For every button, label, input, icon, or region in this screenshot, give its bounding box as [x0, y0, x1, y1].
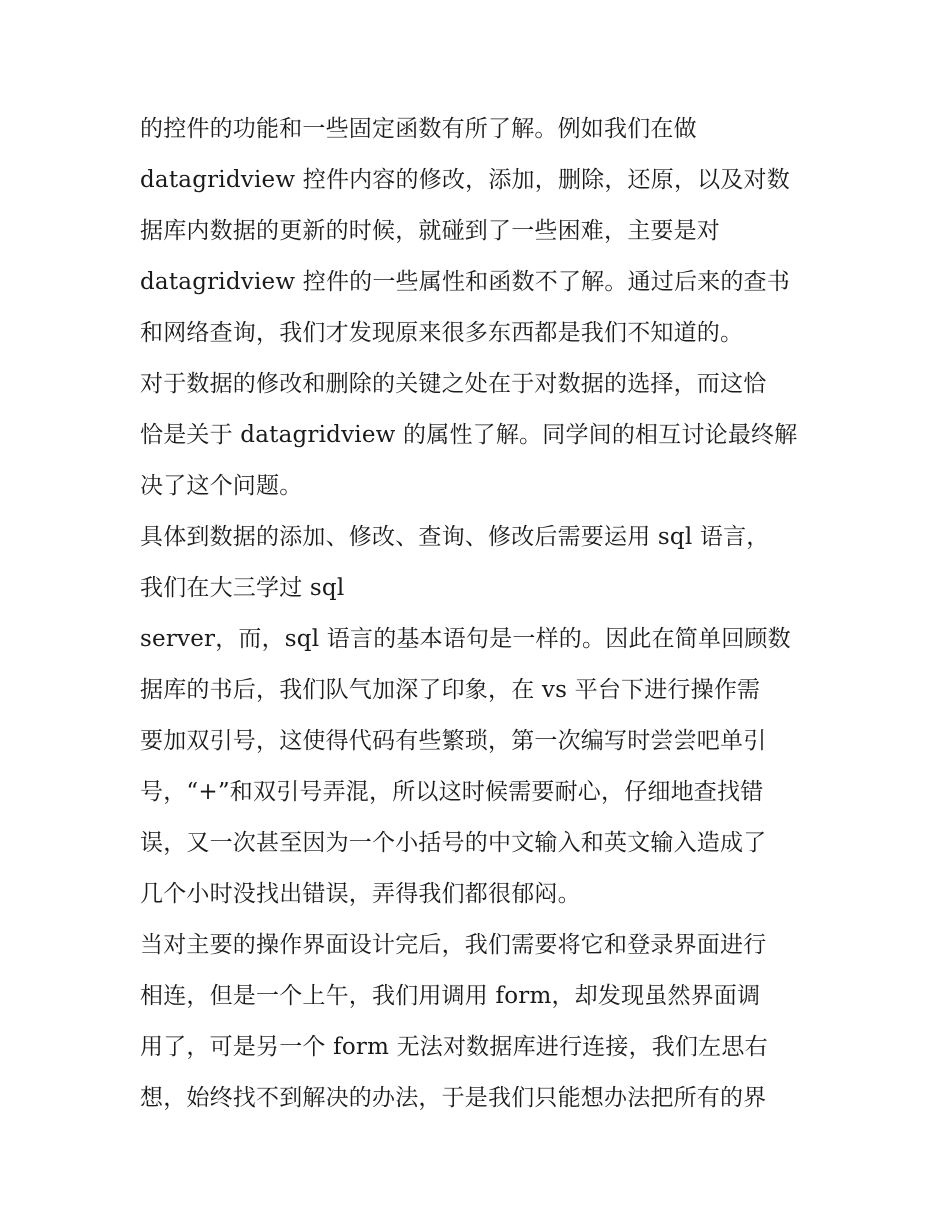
text-line: 据库的书后，我们队气加深了印象，在 vs 平台下进行操作需 [140, 677, 761, 703]
text-line: datagridview 控件的一些属性和函数不了解。通过后来的查书 [140, 269, 790, 295]
body-text [140, 104, 820, 1124]
text-line: 决了这个问题。 [140, 473, 303, 499]
text-line: 我们在大三学过 sql [140, 575, 345, 601]
text-line: 据库内数据的更新的时候，就碰到了一些困难，主要是对 [140, 218, 720, 244]
text-line: 的控件的功能和一些固定函数有所了解。例如我们在做 [140, 116, 697, 142]
text-line: datagridview 控件内容的修改，添加，删除，还原，以及对数 [140, 167, 790, 193]
text-line: 和网络查询，我们才发现原来很多东西都是我们不知道的。 [140, 320, 744, 346]
text-line: 具体到数据的添加、修改、查询、修改后需要运用 sql 语言， [140, 524, 770, 550]
text-line: 对于数据的修改和删除的关键之处在于对数据的选择，而这恰 [140, 371, 767, 397]
text-line: 几个小时没找出错误，弄得我们都很郁闷。 [140, 881, 581, 907]
text-line: 当对主要的操作界面设计完后，我们需要将它和登录界面进行 [140, 932, 767, 958]
text-line: 用了，可是另一个 form 无法对数据库进行连接，我们左思右 [140, 1034, 768, 1060]
text-line: 恰是关于 datagridview 的属性了解。同学间的相互讨论最终解 [140, 422, 798, 448]
text-line: 误，又一次甚至因为一个小括号的中文输入和英文输入造成了 [140, 830, 767, 856]
text-line: 号，“+”和双引号弄混，所以这时候需要耐心，仔细地查找错 [140, 779, 764, 805]
text-line: 相连，但是一个上午，我们用调用 form，却发现虽然界面调 [140, 983, 761, 1009]
text-line: 想，始终找不到解决的办法，于是我们只能想办法把所有的界 [140, 1085, 767, 1111]
text-line: server，而，sql 语言的基本语句是一样的。因此在简单回顾数 [140, 626, 791, 652]
text-line: 要加双引号，这使得代码有些繁琐，第一次编写时尝尝吧单引 [140, 728, 767, 754]
